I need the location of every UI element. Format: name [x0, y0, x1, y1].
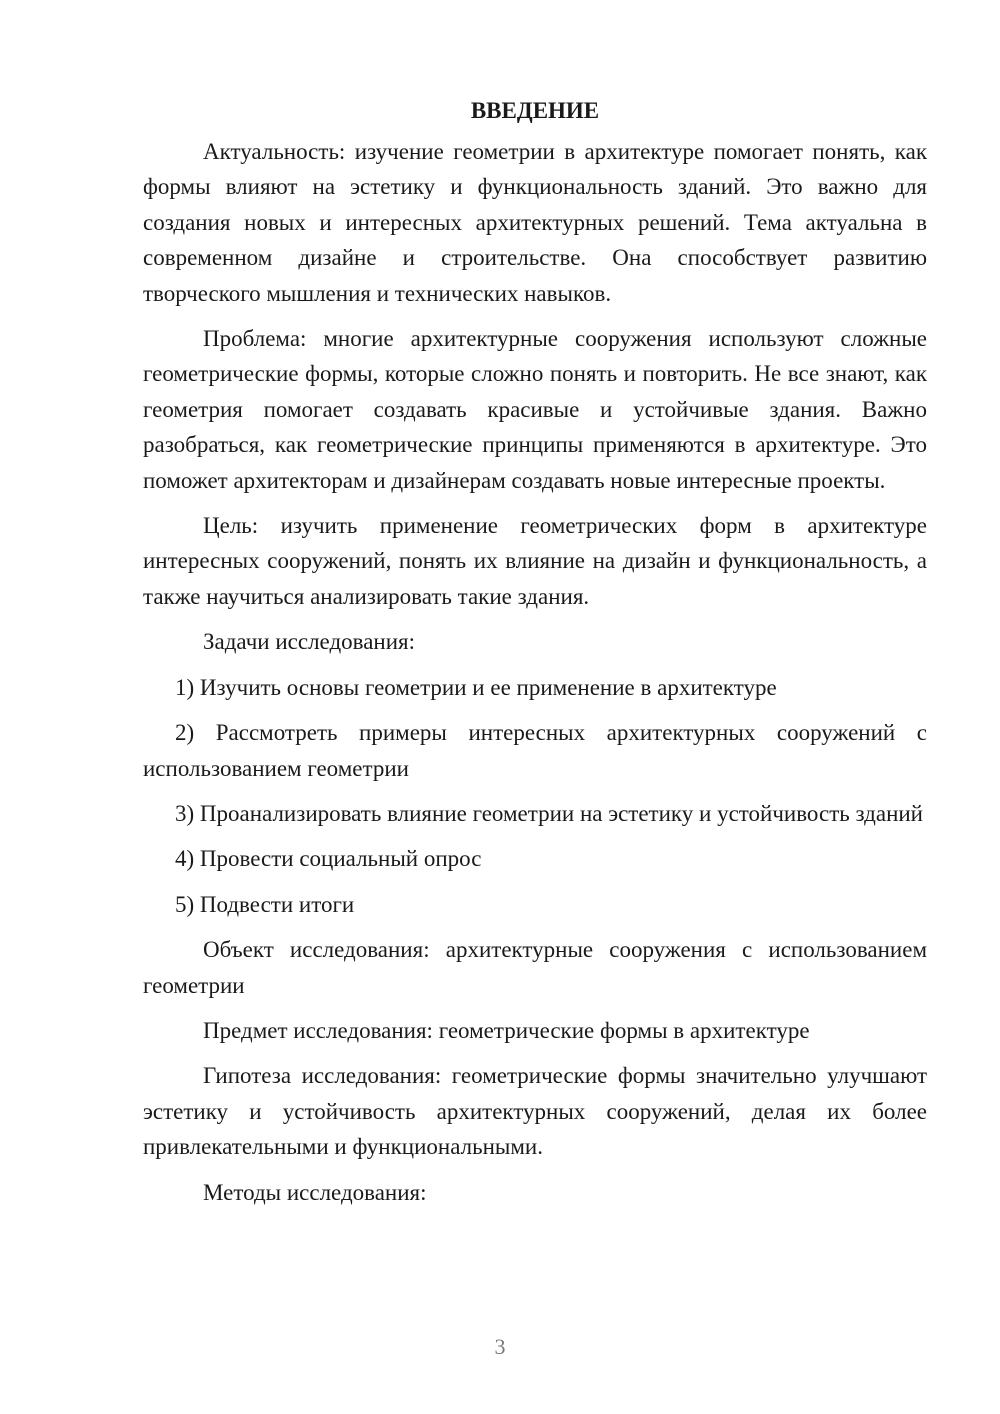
subject-paragraph: Предмет исследования: геометрические формы в архитектуре [203, 1017, 810, 1043]
task-item-4: 4) Провести социальный опрос [175, 846, 482, 872]
hypothesis-paragraph: Гипотеза исследования: геометрические формы значительно улучшают эстетику и устойчивость архитектурных сооружений, делая их более привлекательными и функциональными. [143, 1063, 927, 1160]
tasks-heading: Задачи исследования: [203, 629, 416, 655]
object-paragraph: Объект исследования: архитектурные сооружения с использованием геометрии [143, 937, 927, 998]
task-item-3: 3) Проанализировать влияние геометрии на эстетику и устойчивость зданий [175, 800, 923, 826]
relevance-paragraph: Актуальность: изучение геометрии в архитектуре помогает понять, как формы влияют на эстетику и функциональность зданий. Это важно для создания новых и интересных архитектурных решений. Тема актуальна в современном дизайне и строительстве. Она способствует развитию творческого мышления и технических навыков. [143, 139, 927, 306]
page-content [143, 96, 927, 1220]
task-item-5: 5) Подвести итоги [175, 891, 355, 917]
goal-paragraph: Цель: изучить применение геометрических форм в архитектуре интересных сооружений, понять их влияние на дизайн и функциональность, а также научиться анализировать такие здания. [143, 513, 927, 609]
section-heading: ВВЕДЕНИЕ [470, 98, 600, 123]
task-item-2: 2) Рассмотреть примеры интересных архитектурных сооружений с использованием геометрии [143, 720, 927, 781]
problem-paragraph: Проблема: многие архитектурные сооружения используют сложные геометрические формы, которые сложно понять и повторить. Не все знают, как геометрия помогает создавать красивые и устойчивые здания. Важно разобраться, как геометрические принципы применяются в архитектуре. Это поможет архитекторам и дизайнерам создавать новые интересные проекты. [143, 326, 927, 493]
task-item-1: 1) Изучить основы геометрии и ее применение в архитектуре [175, 674, 777, 700]
page-number: 3 [494, 1334, 506, 1359]
methods-heading: Методы исследования: [203, 1179, 427, 1205]
